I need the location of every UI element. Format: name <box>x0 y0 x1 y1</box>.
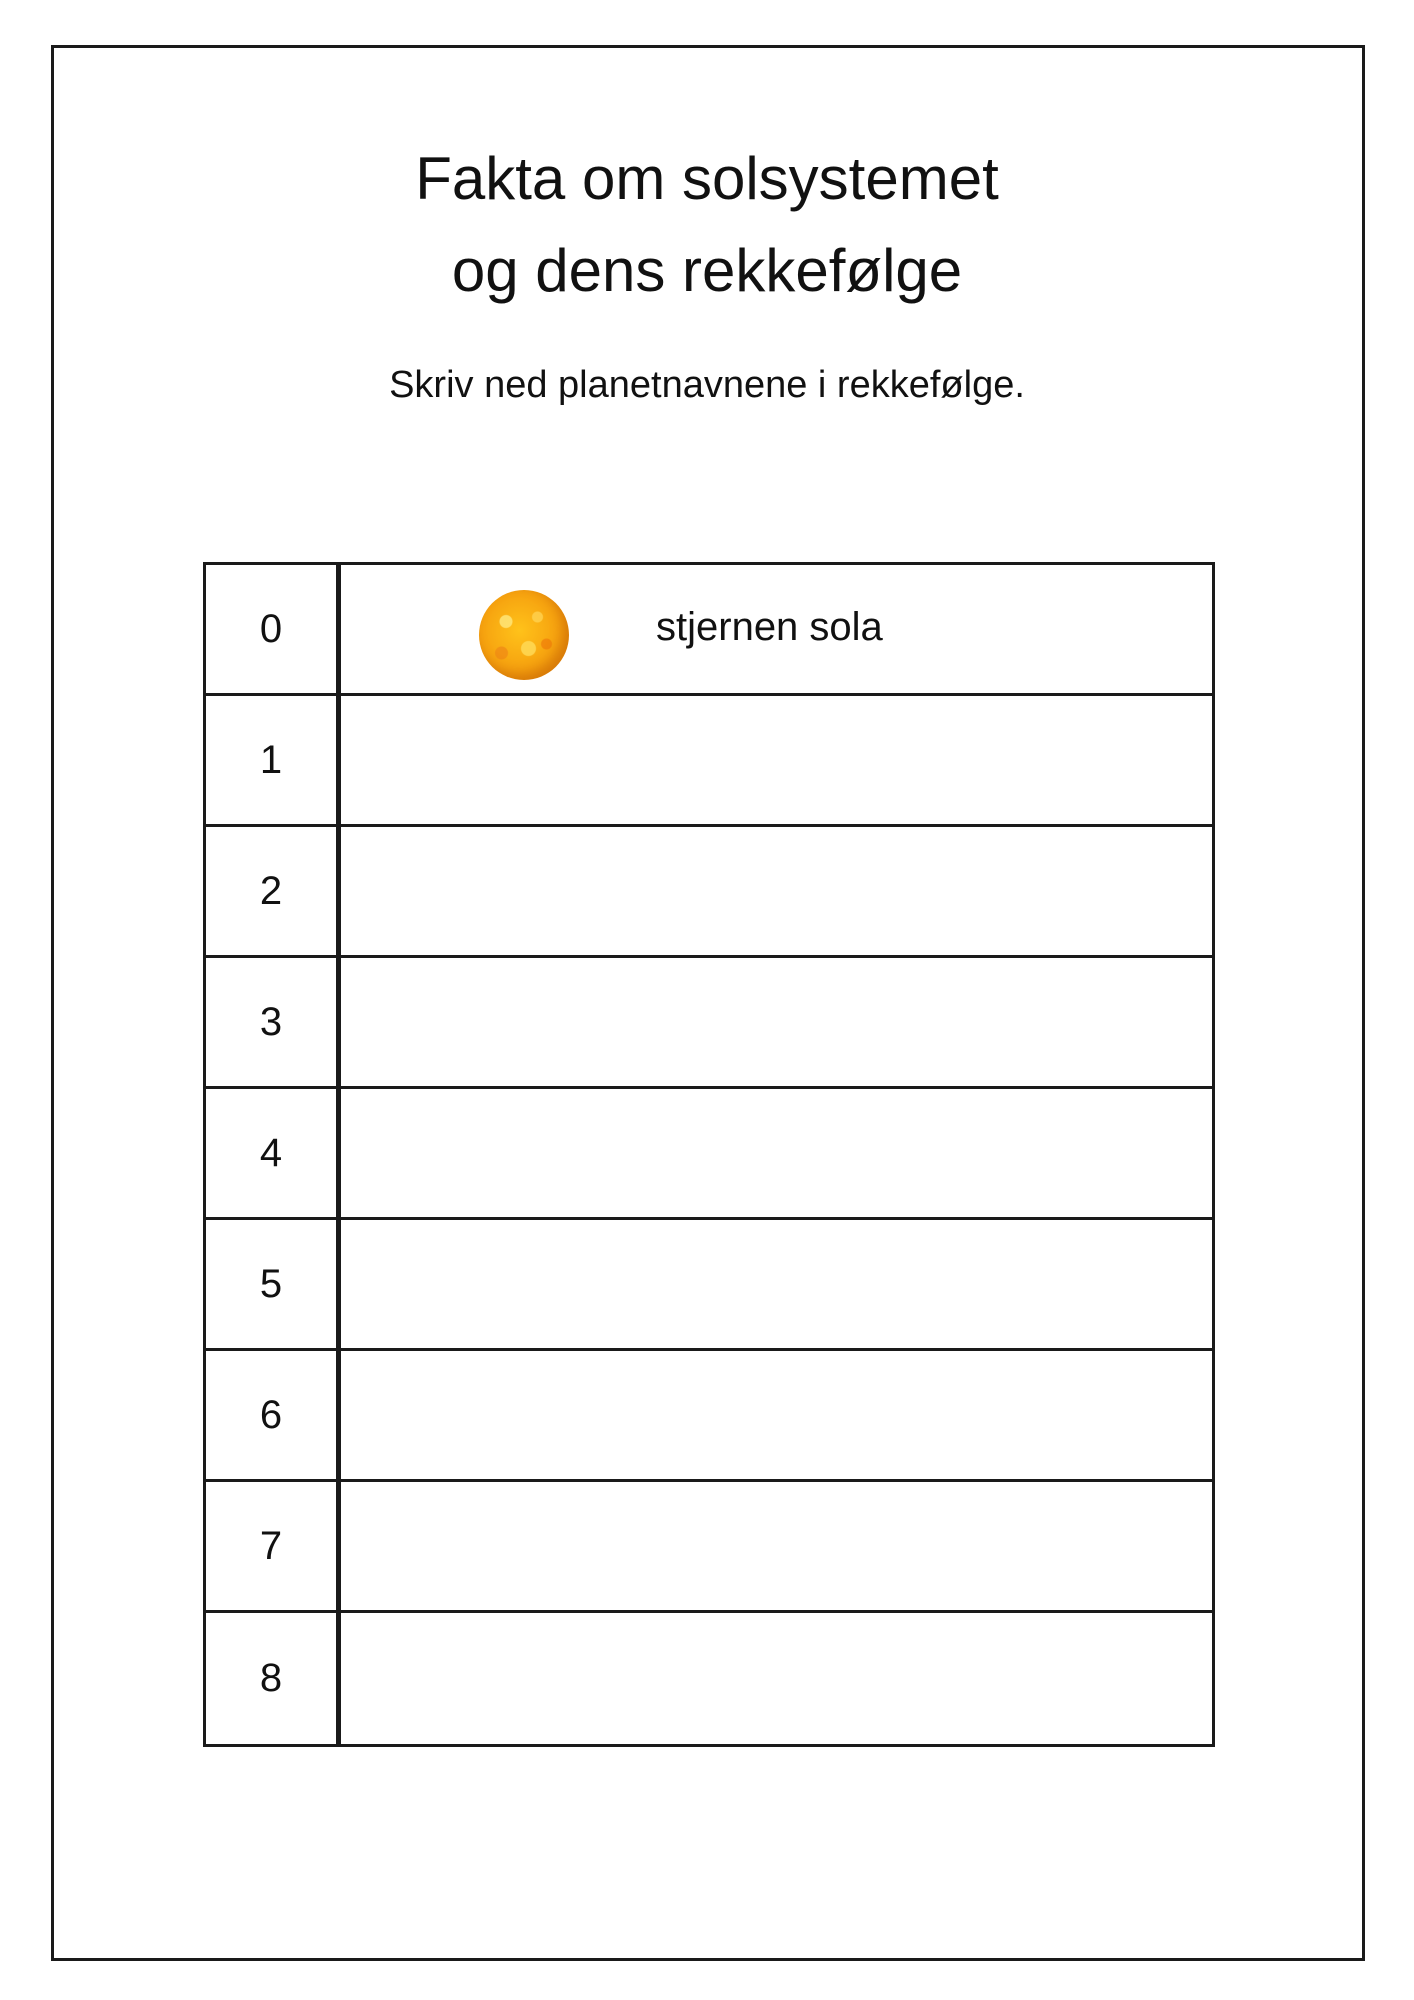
answer-cell[interactable] <box>341 696 1212 824</box>
row-number: 3 <box>206 958 341 1086</box>
table-row-0 <box>206 565 1212 696</box>
row-number: 1 <box>206 696 341 824</box>
answer-cell[interactable] <box>341 1220 1212 1348</box>
row-number: 6 <box>206 1351 341 1479</box>
table-row-2 <box>206 827 1212 958</box>
answer-cell[interactable] <box>341 1351 1212 1479</box>
answer-text: stjernen sola <box>656 605 883 649</box>
title-line-1: Fakta om solsystemet <box>415 145 999 212</box>
table-row-6 <box>206 1351 1212 1482</box>
table-row-7 <box>206 1482 1212 1613</box>
row-number: 5 <box>206 1220 341 1348</box>
answer-cell[interactable] <box>341 1089 1212 1217</box>
row-number: 2 <box>206 827 341 955</box>
sun-icon <box>479 590 569 680</box>
answer-cell[interactable] <box>341 1613 1212 1744</box>
row-number: 4 <box>206 1089 341 1217</box>
answer-cell[interactable] <box>341 1482 1212 1610</box>
table-row-3 <box>206 958 1212 1089</box>
table-row-5 <box>206 1220 1212 1351</box>
row-number: 0 <box>206 565 341 693</box>
answer-cell[interactable] <box>341 565 1212 693</box>
title-line-2: og dens rekkefølge <box>451 237 963 304</box>
answer-cell[interactable] <box>341 827 1212 955</box>
answer-cell[interactable] <box>341 958 1212 1086</box>
planet-order-table <box>203 562 1215 1747</box>
table-row-1 <box>206 696 1212 827</box>
row-number: 8 <box>206 1613 341 1744</box>
table-row-4 <box>206 1089 1212 1220</box>
page-title <box>0 133 1414 317</box>
row-number: 7 <box>206 1482 341 1610</box>
table-row-8 <box>206 1613 1212 1744</box>
instruction-text: Skriv ned planetnavnene i rekkefølge. <box>389 364 1025 406</box>
